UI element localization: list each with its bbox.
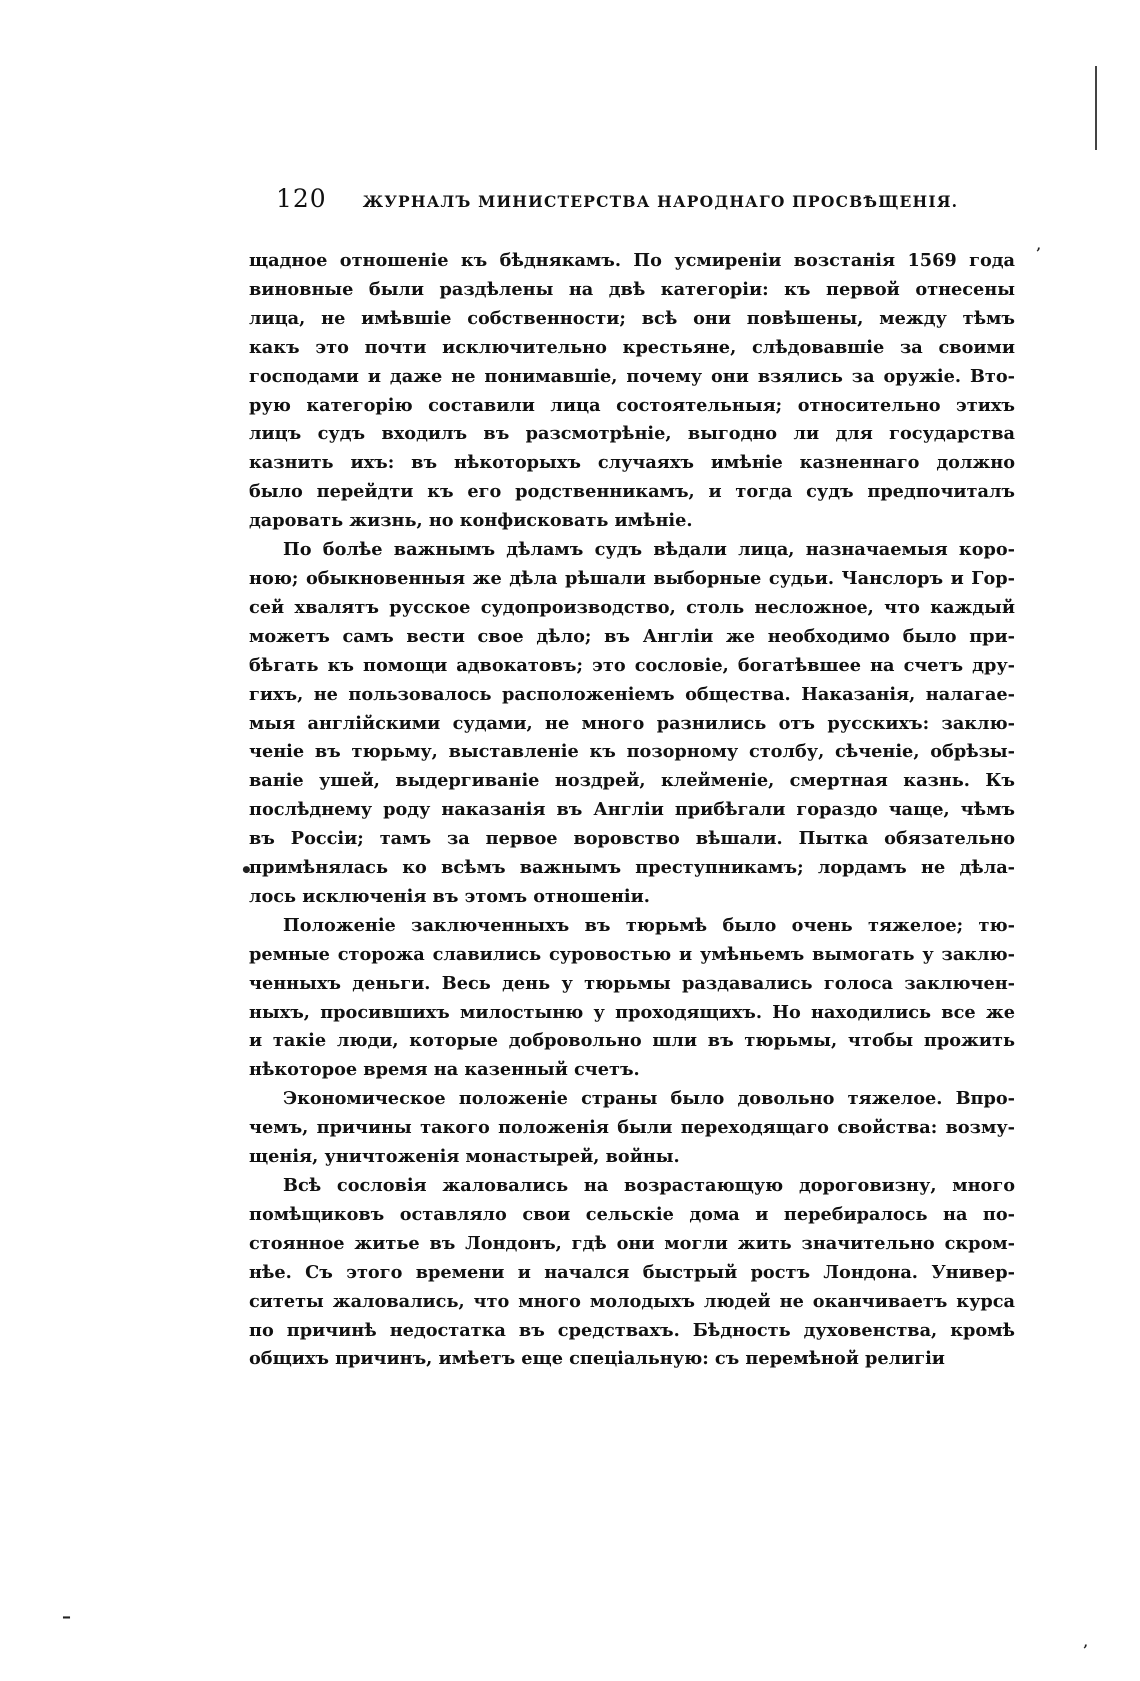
margin-tick-mark: ’ <box>1083 1643 1088 1659</box>
text-line: нѣкоторое время на казенный счетъ. <box>249 1059 640 1081</box>
text-line: щадное отношеніе къ бѣднякамъ. По усмиреніи возстанія 1569 года <box>249 250 1015 271</box>
text-line: сей хвалятъ русское судопроизводство, столь несложное, что каждый <box>249 596 1015 618</box>
text-line: общихъ причинъ, имѣетъ еще спеціальную: съ перемѣной религіи <box>249 1348 945 1370</box>
page-number: 120 <box>276 184 327 213</box>
text-line: ною; обыкновенныя же дѣла рѣшали выборные судьи. Чанслоръ и Гор- <box>249 567 1015 589</box>
margin-dash-mark: – <box>62 1606 71 1627</box>
text-line: лица, не имѣвшіе собственности; всѣ они повѣшены, между тѣмъ <box>249 307 1015 329</box>
text-line: мыя англійскими судами, не много разнились отъ русскихъ: заклю- <box>249 712 1015 734</box>
page-edge-rule <box>1095 66 1097 150</box>
text-line: нѣе. Съ этого времени и начался быстрый ростъ Лондона. Универ- <box>249 1261 1015 1283</box>
paragraph <box>249 247 1015 536</box>
text-line: рую категорію составили лица состоятельныя; относительно этихъ <box>249 394 1015 416</box>
text-line: казнить ихъ: въ нѣкоторыхъ случаяхъ имѣніе казненнаго должно <box>249 452 1015 474</box>
text-line: виновные были раздѣлены на двѣ категоріи: къ первой отнесены <box>249 278 1015 300</box>
body-text <box>249 247 1015 1374</box>
text-line: лицъ судъ входилъ въ разсмотрѣніе, выгодно ли для государства <box>249 423 1015 445</box>
text-line: послѣднему роду наказанія въ Англіи прибѣгали гораздо чаще, чѣмъ <box>249 799 1015 821</box>
text-line: ваніе ушей, выдергиваніе ноздрей, клейменіе, смертная казнь. Къ <box>249 770 1015 792</box>
paragraph <box>249 1085 1015 1172</box>
text-line: помѣщиковъ оставляло свои сельскіе дома и перебиралось на по- <box>249 1203 1015 1225</box>
text-line: и такіе люди, которые добровольно шли въ тюрьмы, чтобы прожить <box>249 1030 1015 1052</box>
paragraph <box>249 912 1015 1085</box>
text-line: ремные сторожа славились суровостью и умѣньемъ вымогать у заклю- <box>249 943 1015 965</box>
text-line: Положеніе заключенныхъ въ тюрьмѣ было очень тяжелое; тю- <box>283 914 1015 936</box>
text-line: можетъ самъ вести свое дѣло; въ Англіи же необходимо было при- <box>249 625 1015 647</box>
text-line: ситеты жаловались, что много молодыхъ людей не оканчиваетъ курса <box>249 1290 1015 1312</box>
text-line: господами и даже не понимавшіе, почему они взялись за оружіе. Вто- <box>249 365 1015 387</box>
text-line: примѣнялась ко всѣмъ важнымъ преступникамъ; лордамъ не дѣла- <box>249 857 1015 879</box>
text-line: ченныхъ деньги. Весь день у тюрьмы раздавались голоса заключен- <box>249 972 1015 994</box>
text-line: какъ это почти исключительно крестьяне, слѣдовавшіе за своими <box>249 336 1015 358</box>
paragraph <box>249 536 1015 912</box>
text-line: щенія, уничтоженія монастырей, войны. <box>249 1146 680 1168</box>
page-header <box>276 184 1026 214</box>
text-line: было перейдти къ его родственникамъ, и тогда судъ предпочиталъ <box>249 481 1015 503</box>
text-line: даровать жизнь, но конфисковать имѣніе. <box>249 510 693 532</box>
text-line: По болѣе важнымъ дѣламъ судъ вѣдали лица, назначаемыя коро- <box>283 539 1015 561</box>
text-line: въ Россіи; тамъ за первое воровство вѣшали. Пытка обязательно <box>249 828 1015 850</box>
text-line: ченіе въ тюрьму, выставленіе къ позорному столбу, сѣченіе, обрѣзы- <box>249 741 1015 763</box>
text-line: стоянное житье въ Лондонъ, гдѣ они могли жить значительно скром- <box>249 1232 1015 1254</box>
text-line: ныхъ, просившихъ милостыню у проходящихъ. Но находились все же <box>249 1001 1015 1023</box>
paragraph <box>249 1172 1015 1374</box>
text-line: бѣгать къ помощи адвокатовъ; это сословіе, богатѣвшее на счетъ дру- <box>249 654 1015 676</box>
text-line: чемъ, причины такого положенія были переходящаго свойства: возму- <box>249 1117 1015 1139</box>
text-line: Экономическое положеніе страны было довольно тяжелое. Впро- <box>283 1088 1015 1110</box>
text-line: Всѣ сословія жаловались на возрастающую дороговизну, много <box>283 1175 1015 1196</box>
text-line: лось исключенія въ этомъ отношеніи. <box>249 885 650 907</box>
text-line: по причинѣ недостатка въ средствахъ. Бѣдность духовенства, кромѣ <box>249 1319 1015 1341</box>
margin-tick-mark: ’ <box>1036 246 1041 262</box>
text-line: гихъ, не пользовалось расположеніемъ общества. Наказанія, налагае- <box>249 683 1015 705</box>
margin-dot-mark: • <box>240 858 253 882</box>
running-title: ЖУРНАЛЪ МИНИСТЕРСТВА НАРОДНАГО ПРОСВѢЩЕНІЯ. <box>362 192 959 211</box>
